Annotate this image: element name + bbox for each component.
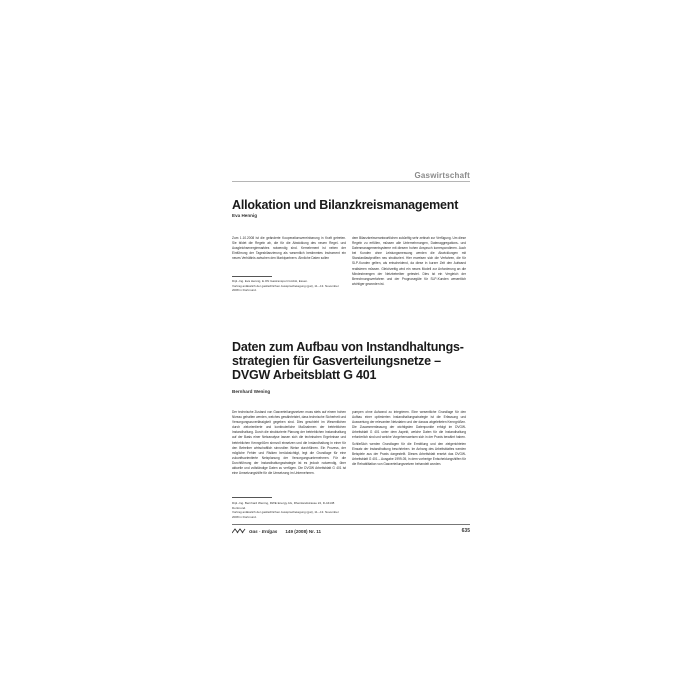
article1-footnote-talk: Vortrag anlässlich der gasfachlichen Aussprachetagung (gat), 11.–13. November 2008 in Dortmund.	[232, 283, 339, 293]
journal-issue: 149 (2008) Nr. 11	[285, 528, 322, 534]
article1-footnote-rule	[232, 276, 272, 277]
page-footer	[232, 528, 470, 534]
article1-col2-paragraph: dem Bilanzkreisverantwortlichen zukünftig sehr zeitnah zur Verfügung. Um diese Regeln zu erfüllen, müssen alle Unternehmungen, Datenaggregations- und Datenmanagementsysteme mit diesem hohen Anspruch korrespondieren. Auch bei Kunden ohne Leistungsmessung werden die Abwicklungen mit Standardlastprofilen neu strukturiert. Hier erweisen sich die Verfahren, die für SLP-Kunden gelten, als entscheidend, da diese in kurzer Zeit den Aufwand realisieren müssen. Gleichzeitig wird ein neues Modell zur Anforderung an die Mindestmengen der Netzbetreiber getestet. Dies ist ein Vergleich der Berechnungsverfahren und der Prognosegüte für SLP-Kunden wesentlich wichtiger geworden ist.	[352, 236, 466, 286]
section-header: Gaswirtschaft	[414, 171, 470, 180]
journal-logo-icon	[232, 528, 246, 534]
article2-footnote-talk: Vortrag anlässlich der gasfachlichen Aussprachetagung (gat), 11.–13. November 2008 in Dortmund.	[232, 510, 339, 519]
article2-col2-paragraph-2: Schließlich werden Grundlagen für die Ermittlung und den zielgerichteten Einsatz der Instandhaltung beschrieben. Im Anhang des Arbeitsblattes werden Beispiele aus der Praxis dargestellt. Dieses Arbeitsblatt ersetzt das DVGW-Arbeitsblatt G 401 – Ausgabe 1999-05, in dem vorherige Entscheidungshilfen für die Rehabilitation von Gasverteilungsnetzen behandelt wurden.	[352, 442, 466, 467]
article2-col2-paragraph-1: pumpen ohne Aufwand zu integrieren. Eine wesentliche Grundlage für den Aufbau einer optimierten Instandhaltungsstrategie ist die Erfassung und Auswertung der relevanten Netzdaten und der daraus abgeleiteten Kenngrößen. Die Zusammenfassung der wichtigsten Datenpunkte erfolgt im DVGW-Arbeitsblatt G 401 unter dem Aspekt, welche Daten für die Instandhaltung erforderlich sind und welche Vorgehensweisen sich in der Praxis bewährt haben.	[352, 410, 466, 440]
article2-footnote	[232, 501, 346, 519]
article1-title: Allokation und Bilanzkreismanagement	[232, 198, 459, 212]
journal-name: Gas · Erdgas	[249, 528, 278, 534]
article1-author: Eva Hennig	[232, 213, 258, 218]
article1-footnote	[232, 279, 346, 293]
article2-title: Daten zum Aufbau von Instandhaltungsstrategien für Gasverteilungsnetze – DVGW Arbeitsblatt G 401	[232, 340, 464, 382]
article1-column-1	[232, 236, 346, 263]
article1-footnote-affiliation: Dipl.-Ing. Eva Hennig, E.ON Gastransport GmbH, Essen.	[232, 279, 308, 283]
footer-rule	[232, 524, 470, 525]
article1-col1-paragraph: Zum 1.10.2008 ist die geänderte Kooperationsvereinbarung in Kraft getreten. Sie bildet die Regeln ab, die für die Abwicklung des neuen Regel- und Ausgleichsenergiemarktes notwendig sind. Kernelement ist neben der Einführung der Tagesbilanzierung als wesentlich bestimmtes Instrument ein neues Verhältnis zwischen den Marktpartnern. Ähnliche Daten sollen	[232, 236, 346, 261]
article1-column-2	[352, 236, 466, 288]
article2-col1-paragraph: Der technische Zustand von Gasverteilungsnetzen muss stets auf einem hohen Niveau gehalten werden, welches gewährleistet, dass technische Sicherheit und Versorgungszuverlässigkeit gegeben sind. Dies geschieht im Wesentlichen durch zielorientierte und kontinuierliche Maßnahmen der betrieblichen Instandhaltung. Durch die strukturierte Planung der betrieblichen Instandhaltung auf der Basis einer Netzanalyse lassen sich die technischen Ergebnisse und betrieblichen Kenngrößen sinnvoll einsetzen und die Instandhaltung in einer für den Betreiber wirtschaftlich sinnvollen Weise durchführen. Ein Prozess, der mögliche Fehler und Risiken berücksichtigt, legt die Grundlage für eine zukunftsorientierte Netzplanung der Versorgungsunternehmen. Für die Durchführung der Instandhaltungsstrategie ist es jedoch notwendig, über aktuelle und vollständige Daten zu verfügen. Die DVGW Arbeitsblatt G 401 ist eine Umsetzungshilfe für die Umsetzung im Unternehmen.	[232, 410, 346, 476]
page-number: 635	[461, 528, 470, 534]
header-rule	[232, 181, 470, 182]
article2-footnote-affiliation: Dipl.-Ing. Bernhard Wening, RWE Energy AG, Rheinlandstrasse 24, D-44138 Dortmund.	[232, 501, 335, 510]
article2-column-2	[352, 410, 466, 469]
article2-author: Bernhard Wening	[232, 389, 271, 394]
article2-column-1	[232, 410, 346, 478]
article2-footnote-rule	[232, 497, 272, 498]
